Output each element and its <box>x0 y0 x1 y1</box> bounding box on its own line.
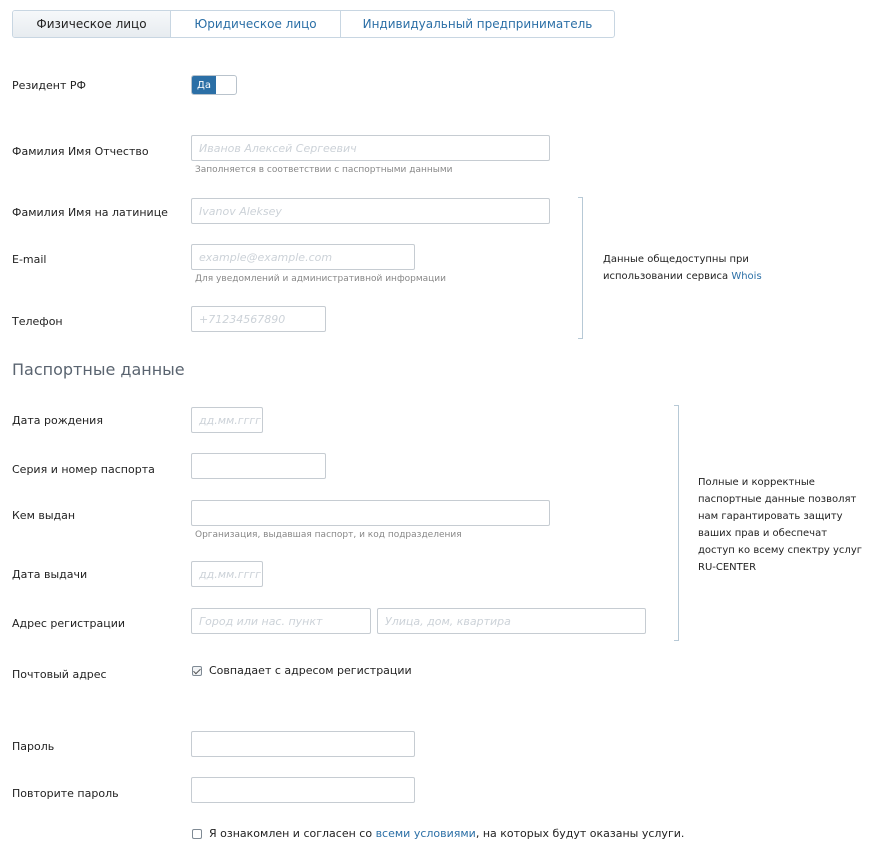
resident-toggle-on: Да <box>192 76 216 94</box>
whois-link[interactable]: Whois <box>731 271 762 282</box>
passport-note-line: нам гарантировать защиту <box>698 511 843 522</box>
address-street-input[interactable]: Улица, дом, квартира <box>377 608 646 634</box>
postal-same-checkbox[interactable] <box>192 666 202 676</box>
passport-note-line: доступ ко всему спектру услуг <box>698 545 862 556</box>
latin-name-label: Фамилия Имя на латинице <box>12 206 168 219</box>
issued-by-label: Кем выдан <box>12 509 76 522</box>
birth-date-input[interactable]: дд.мм.гггг <box>191 407 263 433</box>
password-repeat-label: Повторите пароль <box>12 787 119 800</box>
issued-by-hint: Организация, выдавшая паспорт, и код подразделения <box>195 530 462 540</box>
full-name-label: Фамилия Имя Отчество <box>12 145 149 158</box>
passport-number-input[interactable] <box>191 453 326 479</box>
issue-date-input[interactable]: дд.мм.гггг <box>191 561 263 587</box>
full-name-hint: Заполняется в соответствии с паспортными данными <box>195 165 453 175</box>
password-repeat-input[interactable] <box>191 777 415 803</box>
passport-number-label: Серия и номер паспорта <box>12 463 155 476</box>
password-input[interactable] <box>191 731 415 757</box>
passport-note-line: паспортные данные позволят <box>698 494 857 505</box>
passport-note-line: RU-CENTER <box>698 562 757 573</box>
address-label: Адрес регистрации <box>12 617 126 630</box>
terms-link[interactable]: всеми условиями <box>375 827 476 840</box>
email-input[interactable]: example@example.com <box>191 244 415 270</box>
email-hint: Для уведомлений и административной информации <box>195 274 446 284</box>
full-name-input[interactable]: Иванов Алексей Сергеевич <box>191 135 550 161</box>
issue-date-label: Дата выдачи <box>12 568 88 581</box>
phone-input[interactable]: +71234567890 <box>191 306 326 332</box>
password-label: Пароль <box>12 740 55 753</box>
client-type-tabs <box>12 10 615 38</box>
agreement-text: Я ознакомлен и согласен со всеми условиями, на которых будут оказаны услуги. <box>209 827 685 840</box>
email-label: E-mail <box>12 253 47 266</box>
tab-individual[interactable]: Физическое лицо <box>13 11 170 37</box>
latin-name-input[interactable]: Ivanov Aleksey <box>191 198 550 224</box>
phone-label: Телефон <box>12 315 63 328</box>
tab-entrepreneur[interactable]: Индивидуальный предприниматель <box>340 11 614 37</box>
passport-bracket <box>674 405 679 641</box>
passport-note <box>698 474 862 576</box>
address-city-input[interactable]: Город или нас. пункт <box>191 608 371 634</box>
birth-date-label: Дата рождения <box>12 414 103 427</box>
resident-label: Резидент РФ <box>12 79 86 92</box>
postal-label: Почтовый адрес <box>12 668 107 681</box>
passport-note-line: Полные и корректные <box>698 477 815 488</box>
issued-by-input[interactable] <box>191 500 550 526</box>
resident-toggle[interactable] <box>191 75 237 95</box>
whois-bracket <box>578 197 583 339</box>
whois-note <box>603 251 762 285</box>
passport-section-title: Паспортные данные <box>12 360 185 379</box>
agreement-checkbox[interactable] <box>192 829 202 839</box>
whois-note-line2: использовании сервиса Whois <box>603 271 762 282</box>
whois-note-line1: Данные общедоступны при <box>603 254 749 265</box>
passport-note-line: ваших прав и обеспечат <box>698 528 828 539</box>
postal-same-label[interactable]: Совпадает с адресом регистрации <box>209 664 412 677</box>
tab-legal-entity[interactable]: Юридическое лицо <box>170 11 340 37</box>
